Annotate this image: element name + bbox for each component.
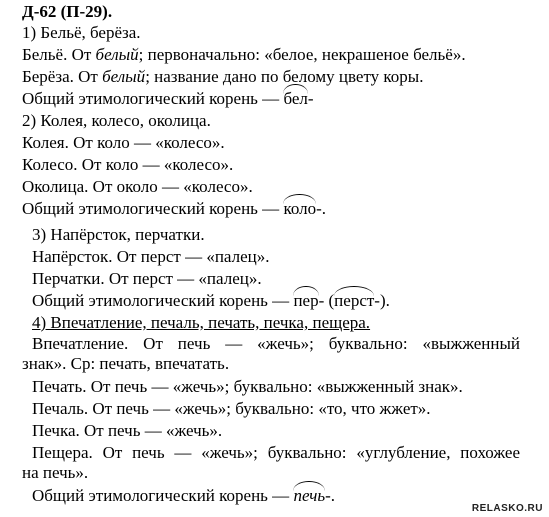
section-4-line-1 xyxy=(32,334,520,354)
root-prefix: Общий этимологический корень — xyxy=(32,486,294,505)
root-mid: - ( xyxy=(318,291,335,310)
root-arc xyxy=(283,194,316,204)
section-4-line-4: Печка. От печь — «жечь». xyxy=(32,421,223,440)
text: ; первоначально: «белое, некрашеное бельё». xyxy=(138,45,466,64)
root-arc xyxy=(293,286,318,296)
section-3-line-1: Напёрсток. От перст — «палец». xyxy=(32,247,270,266)
root-marked xyxy=(283,199,316,219)
section-4-root-line xyxy=(32,486,335,506)
page-title: Д-62 (П-29). xyxy=(22,2,113,21)
site-watermark: RELASKO.RU xyxy=(471,503,543,514)
section-2-line-3: Околица. От около — «колесо». xyxy=(22,177,253,196)
section-1-line-1 xyxy=(22,45,466,65)
root-marked-2 xyxy=(334,291,374,311)
root-arc xyxy=(293,481,325,491)
section-1-heading: 1) Бельё, берёза. xyxy=(22,23,141,42)
section-4-heading: 4) Впечатление, печаль, печать, печка, пещера. xyxy=(32,313,371,332)
section-2-line-1: Колея. От коло — «колесо». xyxy=(22,133,225,152)
root-suffix: -. xyxy=(316,199,327,218)
root-suffix: -). xyxy=(374,291,390,310)
root-arc xyxy=(334,286,374,296)
root-text: печь xyxy=(293,486,326,505)
root-text: перст xyxy=(334,291,375,310)
text: Впечатление. От печь — «жечь»; буквально: «выжженный xyxy=(32,334,520,353)
section-2-heading: 2) Колея, колесо, околица. xyxy=(22,111,211,130)
root-marked xyxy=(293,486,325,506)
section-4-line-2: Печать. От печь — «жечь»; буквально: «выжженный знак». xyxy=(32,377,463,396)
text-italic: белый xyxy=(102,67,146,86)
root-text: пер xyxy=(293,291,319,310)
section-3-heading: 3) Напёрсток, перчатки. xyxy=(32,225,205,244)
text: Пещера. От печь — «жечь»; буквально: «углубление, похожее xyxy=(32,443,520,462)
root-suffix: - xyxy=(307,89,314,108)
root-prefix: Общий этимологический корень — xyxy=(22,199,284,218)
root-text: бел xyxy=(283,89,308,108)
text: ; название дано по белому цвету коры. xyxy=(145,67,424,86)
text-italic: белый xyxy=(95,45,139,64)
root-prefix: Общий этимологический корень — xyxy=(22,89,284,108)
text: Бельё. От xyxy=(22,45,96,64)
section-2-root-line xyxy=(22,199,326,219)
root-prefix: Общий этимологический корень — xyxy=(32,291,294,310)
section-4-line-1-cont: знак». Ср: печать, впечатать. xyxy=(22,354,230,373)
section-4-line-3: Печаль. От печь — «жечь»; буквально: «то, что жжет». xyxy=(32,399,431,418)
section-4-line-5 xyxy=(32,443,520,463)
root-suffix: -. xyxy=(325,486,336,505)
section-1-root-line xyxy=(22,89,314,109)
section-1-line-2 xyxy=(22,67,423,87)
section-3-line-2: Перчатки. От перст — «палец». xyxy=(32,269,262,288)
section-4-line-5-cont: на печь». xyxy=(22,463,89,482)
text: Берёза. От xyxy=(22,67,103,86)
section-2-line-2: Колесо. От коло — «колесо». xyxy=(22,155,234,174)
root-text: коло xyxy=(283,199,317,218)
root-marked xyxy=(283,89,307,109)
root-marked xyxy=(293,291,318,311)
section-3-root-line xyxy=(32,291,390,311)
